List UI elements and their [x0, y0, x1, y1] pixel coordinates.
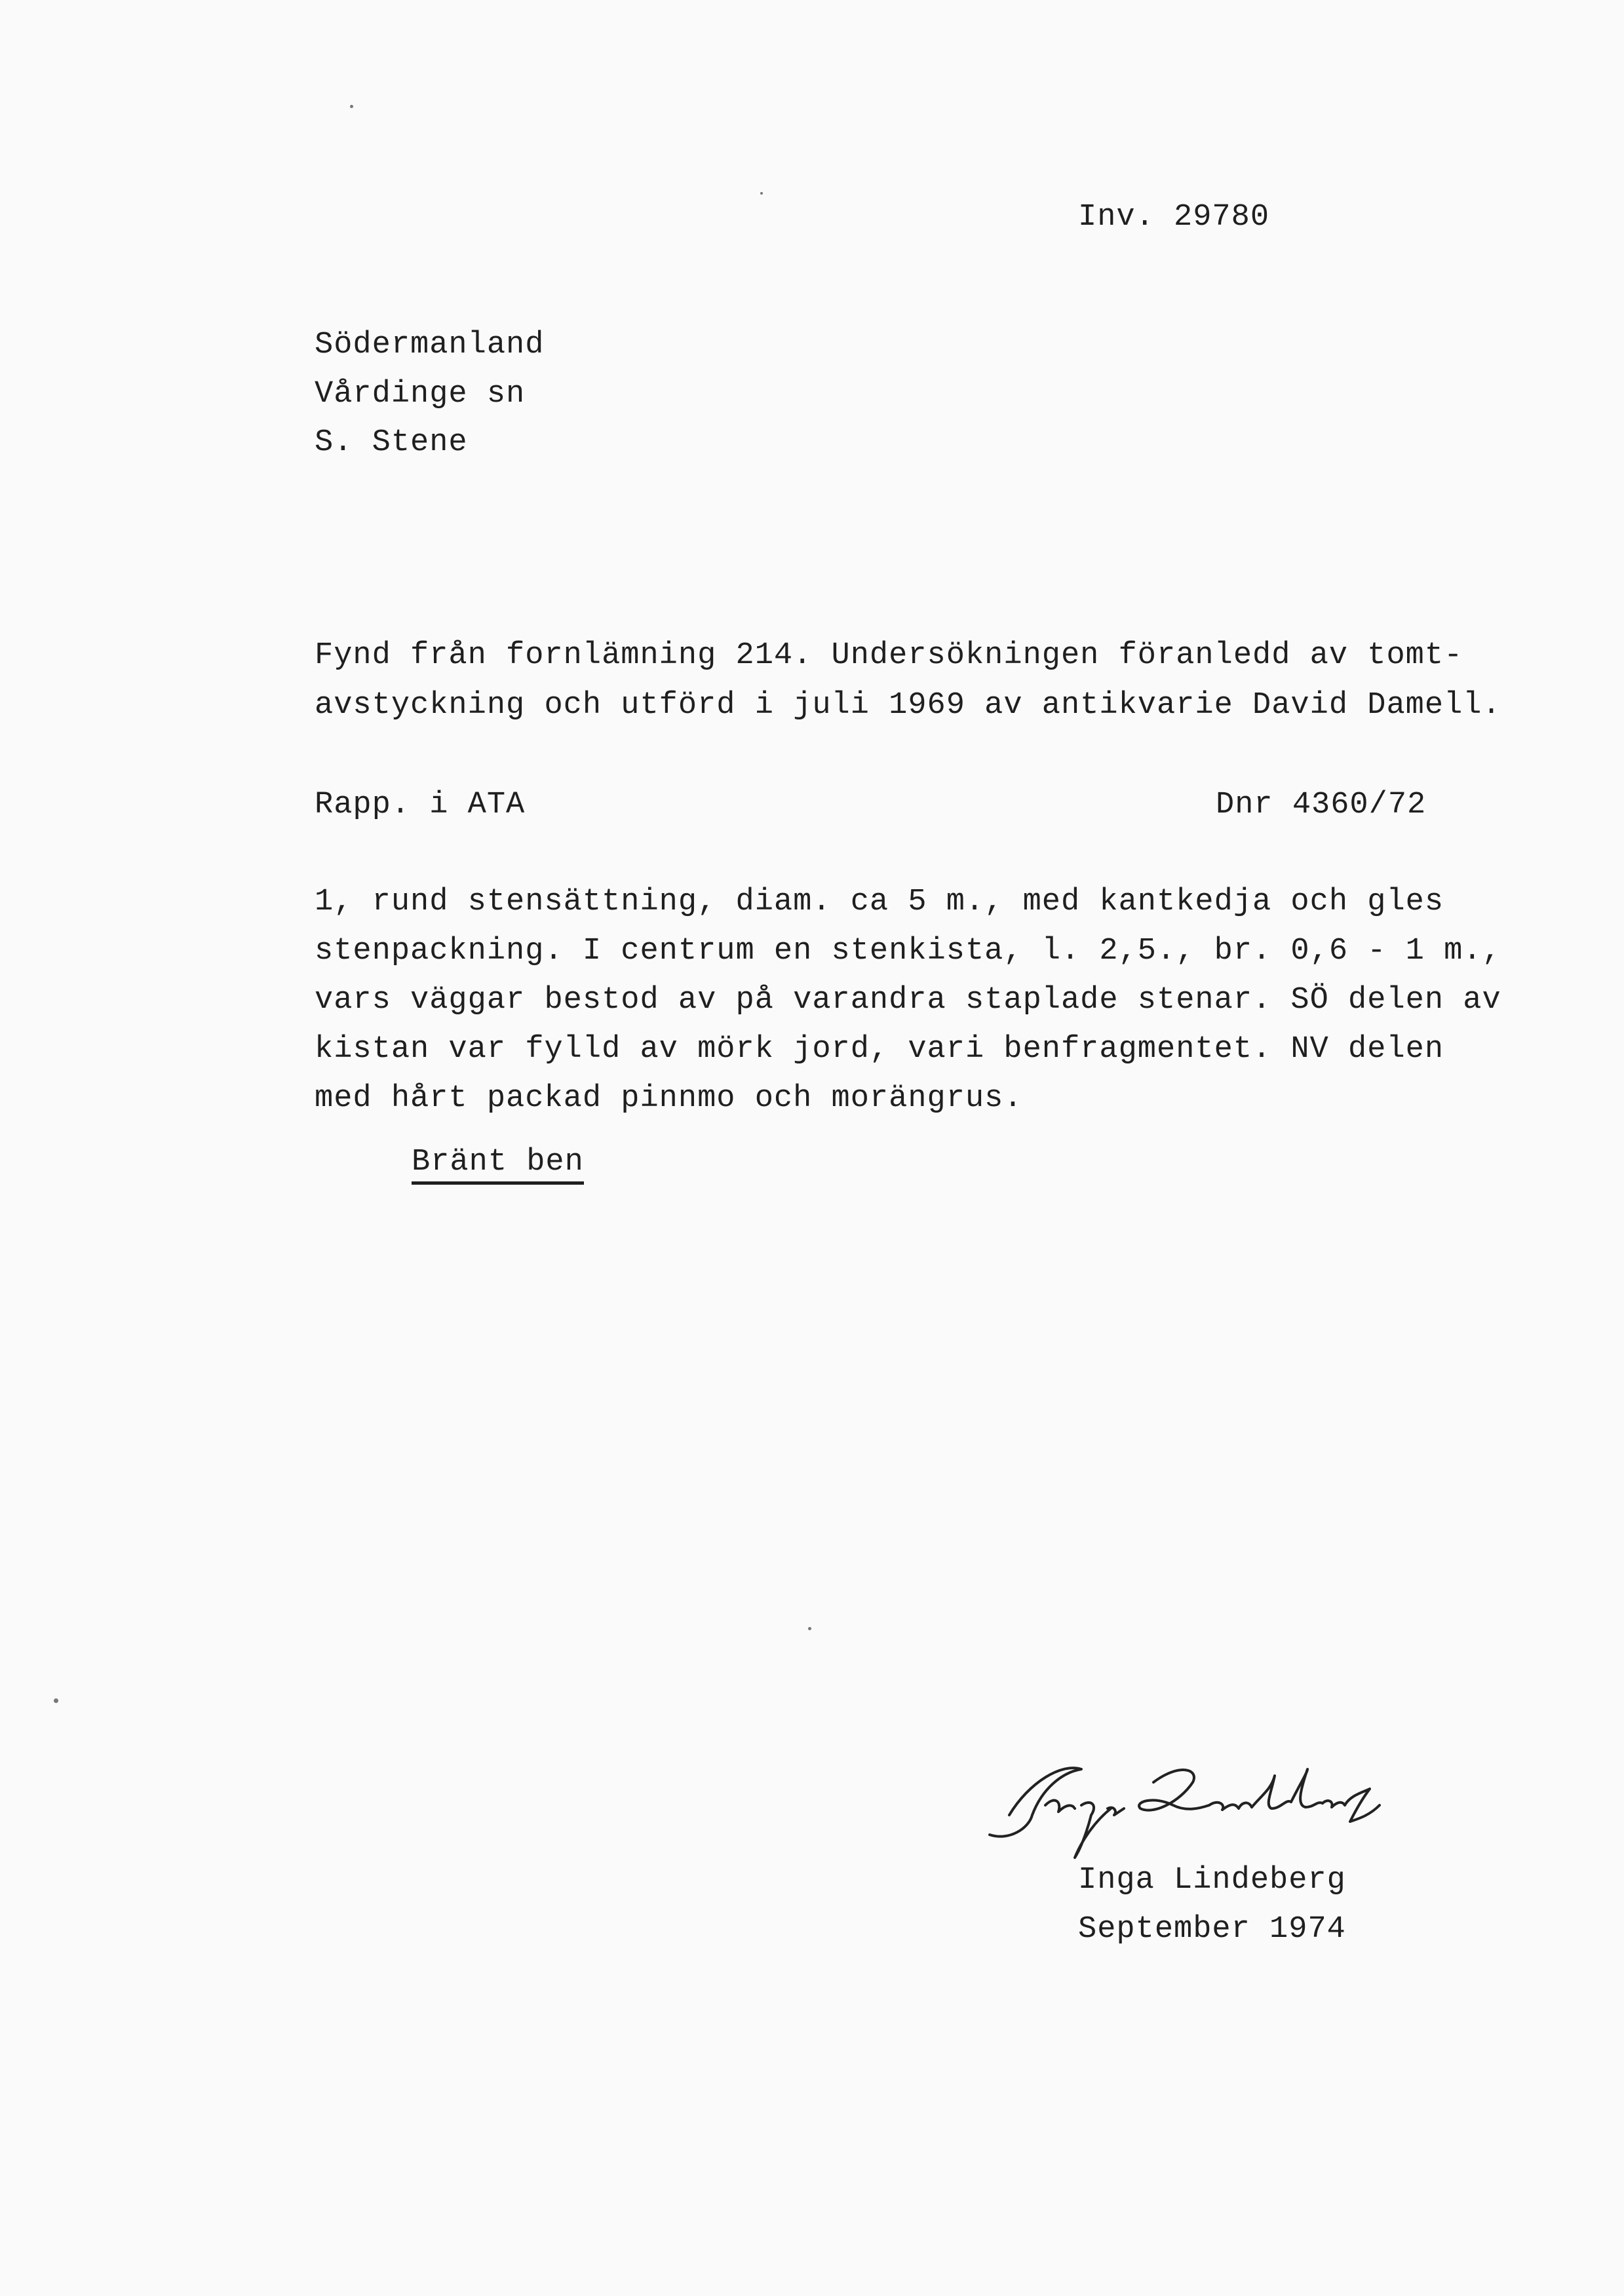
intro-line-1: Fynd från fornlämning 214. Undersökningen föranledd av tomt-: [315, 638, 1463, 673]
description-line-4: kistan var fylld av mörk jord, vari benfragmentet. NV delen: [315, 1032, 1444, 1067]
signatory-name: Inga Lindeberg: [1078, 1863, 1346, 1898]
intro-line-2: avstyckning och utförd i juli 1969 av antikvarie David Damell.: [315, 688, 1501, 723]
signature-date: September 1974: [1078, 1912, 1346, 1947]
paper-speck: [54, 1698, 58, 1703]
description-line-2: stenpackning. I centrum en stenkista, l. 2,5., br. 0,6 - 1 m.,: [315, 934, 1501, 968]
description-line-5: med hårt packad pinnmo och morängrus.: [315, 1081, 1023, 1116]
handwritten-signature: [983, 1743, 1389, 1861]
paper-speck: [760, 192, 763, 195]
province: Södermanland: [315, 328, 545, 362]
description-line-3: vars väggar bestod av på varandra staplade stenar. SÖ delen av: [315, 983, 1501, 1018]
paper-speck: [350, 105, 353, 108]
parish: Vårdinge sn: [315, 377, 526, 411]
site-name: S. Stene: [315, 425, 468, 460]
inventory-number: Inv. 29780: [1078, 200, 1270, 235]
dnr-reference: Dnr 4360/72: [1216, 788, 1427, 822]
find-label: Bränt ben: [412, 1147, 584, 1185]
report-reference: Rapp. i ATA: [315, 788, 526, 822]
paper-speck: [808, 1627, 811, 1630]
description-line-1: 1, rund stensättning, diam. ca 5 m., med kantkedja och gles: [315, 885, 1444, 919]
